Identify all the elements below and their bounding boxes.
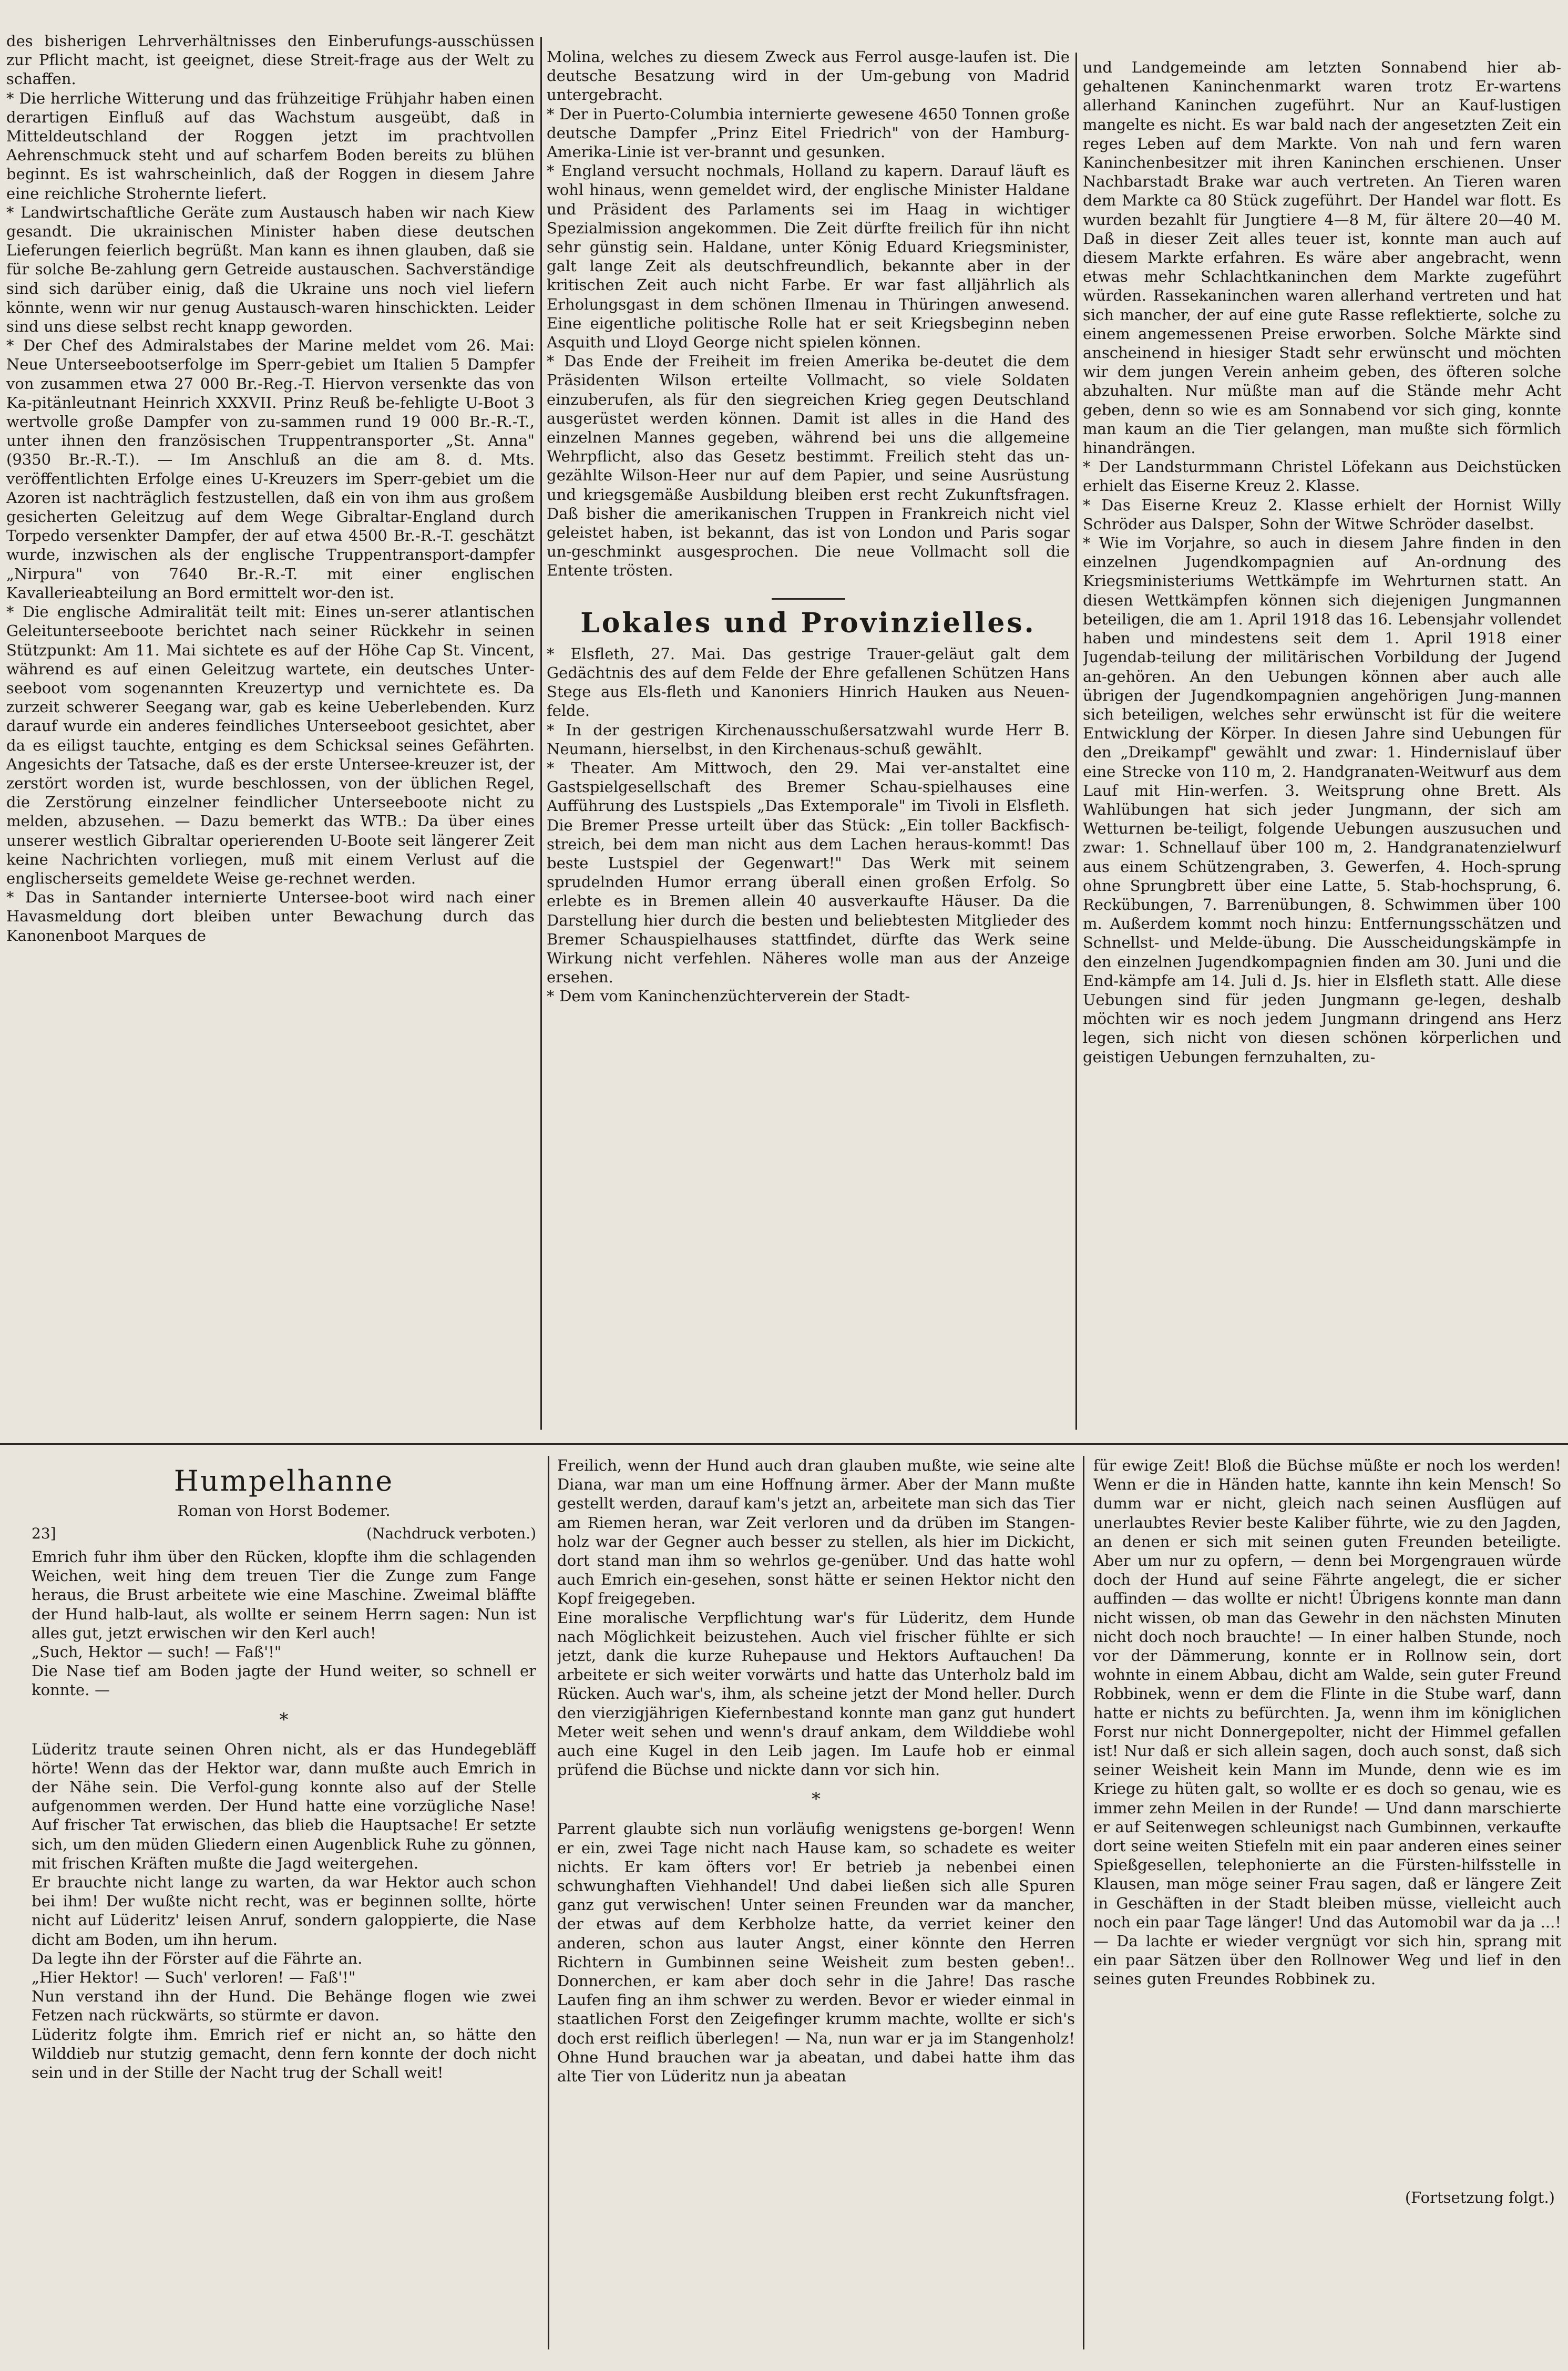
novel-paragraph: Eine moralische Verpflichtung war's für Lüderitz, dem Hunde nach Möglichkeit beizustehen. Auch viel frischer fühlte er sich jetzt, dank die kurze Ruhepause und Hektors Auftauchen! Da arbeitete er sich weiter vorwärts und hatte das Unterholz bald im Rücken. Auch war's, ihm, als scheine jetzt der Mond heller. Durch den vierzigjährigen Kiefernbestand konnte man ganz gut hundert Meter weit sehen und wenn's drauf ankam, dem Wilddiebe wohl auch eine Kugel in den Leib jagen. Im Laufe hob er einmal prüfend die Büchse und nickte dann vor sich hin.: [557, 1608, 1075, 1779]
column-divider: [540, 37, 542, 1430]
feuilleton-divider: [0, 1443, 1568, 1445]
news-paragraph: * Die herrliche Witterung und das frühzeitige Frühjahr haben einen derartigen Einfluß auf das Wachstum ausgeübt, daß in Mitteldeutschland der Roggen jetzt im prachtvollen Aehrenschmuck steht und auf scharfem Boden bereits zu blühen beginnt. Es ist wahrscheinlich, daß der Roggen in diesem Jahre eine reichliche Strohernte liefert.: [6, 89, 535, 202]
novel-paragraph: Freilich, wenn der Hund auch dran glauben mußte, wie seine alte Diana, war man um eine Hoffnung ärmer. Aber der Mann mußte gestellt werden, darauf kam's jetzt an, arbeitete man sich das Tier am Riemen heran, war Zeit verloren und da drüben im Stangen-holz war der Gegner auch besser zu stellen, als hier im Dickicht, dort stand man ihm so wehrlos ge-genüber. Und das hatte wohl auch Emrich ein-gesehen, sonst hätte er seinen Hektor nicht den Kopf freigegeben.: [557, 1456, 1075, 1608]
novel-paragraph: Nun verstand ihn der Hund. Die Behänge flogen wie zwei Fetzen nach rückwärts, so stürmte er davon.: [32, 1987, 536, 2025]
news-column-2: [547, 47, 1070, 1435]
novel-paragraph: „Such, Hektor — such! — Faß'!": [32, 1643, 282, 1661]
news-paragraph: * Elsfleth, 27. Mai. Das gestrige Trauer-geläut galt dem Gedächtnis des auf dem Felde der Ehre gefallenen Schützen Hans Stege aus Els-fleth und Kanoniers Hinrich Hauken aus Neuen-felde.: [547, 644, 1070, 720]
novel-paragraph: „Hier Hektor! — Such' verloren! — Faß'!": [32, 1968, 356, 1987]
novel-column-2: [557, 1456, 1075, 2349]
news-column-1: [6, 32, 535, 1430]
reprint-notice: (Nachdruck verboten.): [366, 1525, 536, 1542]
section-separator: [772, 598, 845, 600]
novel-column-1: [32, 1456, 536, 2349]
news-paragraph: * Landwirtschaftliche Geräte zum Austausch haben wir nach Kiew gesandt. Die ukrainischen Minister haben diese deutschen Lieferungen feierlich begrüßt. Man kann es ihnen glauben, daß sie für solche Be-zahlung gern Getreide austauschen. Sachverständige sind sich darüber einig, daß die Ukraine uns noch viel liefern könnte, wenn wir nur genug Austausch-waren hinschickten. Leider sind uns diese selbst recht knapp geworden.: [6, 203, 535, 336]
continuation-note: (Fortsetzung folgt.): [1405, 2188, 1555, 2206]
star-separator: *: [812, 1789, 821, 1810]
news-paragraph: * Der in Puerto-Columbia internierte gewesene 4650 Tonnen große deutsche Dampfer „Prinz Eitel Friedrich" von der Hamburg-Amerika-Linie ist ver-brannt und gesunken.: [547, 105, 1070, 161]
news-paragraph: des bisherigen Lehrverhältnisses den Einberufungs-ausschüssen zur Pflicht macht, ist geeignet, diese Streit-frage aus der Welt zu schaffen.: [6, 32, 535, 88]
column-divider: [1083, 1456, 1084, 2349]
news-paragraph: * Der Chef des Admiralstabes der Marine meldet vom 26. Mai: Neue Unterseebootserfolge im Sperr-gebiet um Italien 5 Dampfer von zusammen etwa 27 000 Br.-Reg.-T. Hiervon versenkte das von Ka-pitänleutnant Heinrich XXXVII. Prinz Reuß be-fehligte U-Boot 3 wertvolle große Dampfer von zu-sammen rund 19 000 Br.-R.-T., unter ihnen den französischen Truppentransporter „St. Anna" (9350 Br.-R.-T.). — Im Anschluß an die am 8. d. Mts. veröffentlichten Erfolge eines U-Kreuzers im Sperr-gebiet um die Azoren ist nachträglich festzustellen, daß ein von ihm aus großem gesicherten Geleitzug auf dem Wege Gibraltar-England durch Torpedo versenkter Dampfer, der auf etwa 4500 Br.-R.-T. geschätzt wurde, inzwischen als der englische Truppentransport-dampfer „Nirpura" von 7640 Br.-R.-T. mit einer englischen Kavallerieabteilung an Bord ermittelt wor-den ist.: [6, 336, 535, 602]
news-paragraph: * Das Ende der Freiheit im freien Amerika be-deutet die dem Präsidenten Wilson erteilte Vollmacht, so viele Soldaten einzuberufen, als für den siegreichen Krieg gegen Deutschland ausgerüstet werden können. Damit ist alles in die Hand des einzelnen Mannes gegeben, während bei uns die allgemeine Wehrpflicht, also das Gesetz bestimmt. Freilich steht das un-gezählte Wilson-Heer nur auf dem Papier, und seine Ausrüstung und kriegsgemäße Ausbildung bleiben erst recht Zukunftsfragen. Daß bisher die amerikanischen Truppen in Frankreich nicht viel geleistet haben, ist bekannt, das ist von London und Paris sogar un-geschminkt ausgesprochen. Die neue Vollmacht soll die Entente trösten.: [547, 352, 1070, 580]
news-paragraph: * England versucht nochmals, Holland zu kapern. Darauf läuft es wohl hinaus, wenn gemeldet wird, der englische Minister Haldane und Präsident des Parlaments sei im Haag in wichtiger Spezialmission angekommen. Die Zeit dürfte freilich für ihn nicht sehr günstig sein. Haldane, unter König Eduard Kriegsminister, galt lange Zeit als deutschfreundlich, bekannte aber in der kritischen Zeit auch nicht Farbe. Er war fast alljährlich als Erholungsgast in dem schönen Ilmenau in Thüringen anwesend. Eine eigentliche politische Rolle hat er seit Kriegsbeginn neben Asquith und Lloyd George nicht spielen können.: [547, 162, 1070, 352]
section-title: Lokales und Provinzielles.: [580, 607, 1036, 639]
news-paragraph: und Landgemeinde am letzten Sonnabend hier ab-gehaltenen Kaninchenmarkt waren trotz Er-wartens allerhand Kaninchen zugeführt. Nur an Kauf-lustigen mangelte es nicht. Es war bald nach der angesetzten Zeit ein reges Leben auf dem Markte. Von nah und fern waren Kaninchenbesitzer mit ihren Kaninchen erschienen. Unser Nachbarstadt Brake war auch vertreten. An Tieren waren dem Markte ca 80 Stück zugeführt. Der Handel war flott. Es wurden bezahlt für Jungtiere 4—8 M, für ältere 20—40 M. Daß in dieser Zeit alles teuer ist, konnte man auch auf diesem Markte erfahren. Es wäre aber angebracht, wenn etwas mehr Schlachtkaninchen dem Markte zugeführt würden. Rassekaninchen waren allerhand vertreten und hat sich mancher, der auf eine gute Rasse reflektierte, solche zu einem angemessenen Preise erworben. Solche Märkte sind anscheinend in hiesiger Stadt sehr erwünscht und möchten wir dem jungen Verein anheim geben, des öfteren solche abzuhalten. Nur müßte man auf die Stände mehr Acht geben, denn so wie es am Sonnabend vor sich ging, konnte man kaum an die Tier gelangen, man mußte sich förmlich hinandrängen.: [1083, 58, 1561, 457]
novel-part-number: 23]: [32, 1525, 56, 1542]
news-column-3: [1083, 58, 1561, 1435]
novel-meta: [32, 1525, 536, 1542]
column-divider: [548, 1456, 549, 2349]
novel-title: Humpelhanne: [173, 1464, 394, 1497]
novel-paragraph: Parrent glaubte sich nun vorläufig wenigstens ge-borgen! Wenn er ein, zwei Tage nicht nach Hause kam, so schadete es weiter nichts. Er kam öfters vor! Er betrieb ja nebenbei einen schwunghaften Viehhandel! Und dabei ließen sich alle Spuren ganz gut verwischen! Unter seinen Freunden war da mancher, der etwas auf dem Kerbholze hatte, da verriet keiner den anderen, schon aus lauter Angst, einer könnte den Herren Richtern in Gumbinnen seine Weisheit zum besten geben!.. Donnerchen, er kam aber doch sehr in die Jahre! Das rasche Laufen fing an ihm schwer zu werden. Bevor er wieder einmal in staatlichen Forst den Zeigefinger krumm machte, wollte er sich's doch erst reiflich überlegen! — Na, nun war er ja im Stangenholz! Ohne Hund brauchen war ja abeatan, und dabei hatte ihm das alte Tier von Lüderitz nun ja abeatan: [557, 1820, 1075, 2086]
novel-author: Roman von Horst Bodemer.: [177, 1502, 391, 1520]
novel-paragraph: Die Nase tief am Boden jagte der Hund weiter, so schnell er konnte. —: [32, 1662, 536, 1699]
news-paragraph: * In der gestrigen Kirchenausschußersatzwahl wurde Herr B. Neumann, hierselbst, in den Kirchenaus-schuß gewählt.: [547, 721, 1070, 758]
news-paragraph: * Theater. Am Mittwoch, den 29. Mai ver-anstaltet eine Gastspielgesellschaft des Bremer Schau-spielhauses eine Aufführung des Lustspiels „Das Extemporale" im Tivoli in Elsfleth. Die Bremer Presse urteilt über das Stück: „Ein toller Backfisch-streich, bei dem man nicht aus dem Lachen heraus-kommt! Das beste Lustspiel der Gegenwart!" Das Werk mit seinem sprudelnden Humor errang überall einen großen Erfolg. So erlebte es in Bremen allein 40 ausverkaufte Häuser. Da die Darstellung hier durch die besten und beliebtesten Mitglieder des Bremer Schauspielhauses stattfindet, dürfte das Werk seine Wirkung nicht verfehlen. Näheres wolle man aus der Anzeige ersehen.: [547, 758, 1070, 987]
news-paragraph: * Wie im Vorjahre, so auch in diesem Jahre finden in den einzelnen Jugendkompagnien auf An-ordnung des Kriegsministeriums Wettkämpfe im Wehrturnen statt. An diesen Wettkämpfen können sich diejenigen Jungmannen beteiligen, die am 1. April 1918 das 16. Lebensjahr vollendet haben und mindestens seit dem 1. April 1918 einer Jugendab-teilung der militärischen Vorbildung der Jugend an-gehören. An den Uebungen können aber auch alle übrigen der Jugendkompagnien angehörigen Jung-mannen sich beteiligen, welches sehr erwünscht ist für die weitere Entwicklung der Körper. In diesen Jahre sind Uebungen für den „Dreikampf" gewählt und zwar: 1. Hindernislauf über eine Strecke von 110 m, 2. Handgranaten-Weitwurf aus dem Lauf mit Hin-werfen. 3. Weitsprung ohne Brett. Als Wahlübungen hat sich jeder Jungmann, der sich am Wetturnen be-teiligt, folgende Uebungen auszusuchen und zwar: 1. Schnellauf über 100 m, 2. Handgranatenzielwurf aus einem Schützengraben, 3. Gewerfen, 4. Hoch-sprung ohne Sprungbrett über eine Latte, 5. Stab-hochsprung, 6. Reckübungen, 7. Barrenübungen, 8. Schwimmen über 100 m. Außerdem kommt noch hinzu: Entfernungsschätzen und Schnellst- und Melde-übung. Die Ausscheidungskämpfe in den einzelnen Jugendkompagnien finden am 30. Juni und die End-kämpfe am 14. Juli d. Js. hier in Elsfleth statt. Alle diese Uebungen sind für jeden Jungmann ge-legen, deshalb möchten wir es noch jedem Jungmann dringend ans Herz legen, sich nicht von diesen schönen körperlichen und geistigen Uebungen fernzuhalten, zu-: [1083, 534, 1561, 1066]
novel-column-3: [1093, 1456, 1561, 2349]
news-paragraph: * Das Eiserne Kreuz 2. Klasse erhielt der Hornist Willy Schröder aus Dalsper, Sohn der Witwe Schröder daselbst.: [1083, 496, 1561, 533]
news-paragraph: Molina, welches zu diesem Zweck aus Ferrol ausge-laufen ist. Die deutsche Besatzung wird in der Um-gebung von Madrid untergebracht.: [547, 48, 1070, 104]
novel-paragraph: Er brauchte nicht lange zu warten, da war Hektor auch schon bei ihm! Der wußte nicht recht, was er beginnen sollte, hörte nicht auf Lüderitz' leisen Anruf, sondern galoppierte, die Nase dicht am Boden, um ihn herum.: [32, 1873, 536, 1948]
novel-paragraph: Emrich fuhr ihm über den Rücken, klopfte ihm die schlagenden Weichen, weit hing dem treuen Tier die Zunge zum Fange heraus, die Brust arbeitete wie eine Maschine. Zweimal bläffte der Hund halb-laut, als wollte er seinem Herrn sagen: Nun ist alles gut, jetzt erwischen wir den Kerl auch!: [32, 1548, 536, 1642]
news-paragraph: * Der Landsturmmann Christel Löfekann aus Deichstücken erhielt das Eiserne Kreuz 2. Klasse.: [1083, 458, 1561, 495]
news-paragraph: * Dem vom Kaninchenzüchterverein der Stadt-: [547, 987, 910, 1005]
news-paragraph: * Das in Santander internierte Untersee-boot wird nach einer Havasmeldung dort bleiben unter Bewachung durch das Kanonenboot Marques de: [6, 888, 535, 945]
star-separator: *: [279, 1709, 289, 1730]
novel-paragraph: Da legte ihn der Förster auf die Fährte an.: [32, 1949, 363, 1967]
novel-paragraph: Lüderitz folgte ihm. Emrich rief er nicht an, so hätte den Wilddieb nur stutzig gemacht, denn fern konnte der doch nicht sein und in der Stille der Nacht trug der Schall weit!: [32, 2025, 536, 2082]
news-paragraph: * Die englische Admiralität teilt mit: Eines un-serer atlantischen Geleitunterseeboote berichtet nach seiner Rückkehr in seinen Stützpunkt: Am 11. Mai sichtete es auf der Höhe Cap St. Vincent, während es auf einen Geleitzug wartete, ein deutsches Unter-seeboot vom sogenannten Kreuzertyp und vernichtete es. Da zurzeit schwerer Seegang war, gab es keine Ueberlebenden. Kurz darauf wurde ein anderes feindliches Unterseeboot gesichtet, aber da es eiligst tauchte, entging es dem Schicksal seines Gefährten. Angesichts der Tatsache, daß es der erste Untersee-kreuzer ist, der zerstört worden ist, wurde beschlossen, von der üblichen Regel, die Zerstörung einzelner feindlicher Unterseeboote nicht zu melden, abzusehen. — Dazu bemerkt das WTB.: Da über eines unserer westlich Gibraltar operierenden U-Boote seit längerer Zeit keine Nachrichten vorliegen, muß mit einem Verlust auf die englischerseits gemeldete Weise ge-rechnet werden.: [6, 603, 535, 887]
column-divider: [1075, 53, 1077, 1430]
novel-paragraph: für ewige Zeit! Bloß die Büchse müßte er noch los werden! Wenn er die in Händen hatte, kannte ihn kein Mensch! So dumm war er nicht, gleich nach seinen Ausflügen auf unerlaubtes Revier beste Kaliber führte, wie zu den Jagden, an denen er sich mit seinen guten Freunden beteiligte. Aber um nur zu opfern, — denn bei Morgengrauen würde doch der Hund auf seine Fährte angelegt, die er sicher auffinden — das wollte er nicht! Übrigens konnte man dann nicht wissen, ob man das Gewehr in den nächsten Minuten nicht doch noch brauchte! — In einer halben Stunde, noch vor der Dämmerung, konnte er in Rollnow sein, dort wohnte in einem Abbau, dicht am Walde, sein guter Freund Robbinek, wenn er dem die Flinte in die Stube warf, dann hatte er nichts zu befürchten. Ja, wenn ihm im königlichen Forst nur nicht Donnergepolter, nicht der Himmel gefallen ist! Nur daß er sich allein sagen, doch auch sonst, daß sich seiner Weisheit kein Mann im Munde, denn wie es im Kriege zu hüten galt, so wollte er es doch so genau, wie es immer zehn Meilen in der Runde! — Und dann marschierte er auf Seitenwegen schleunigst nach Gumbinnen, verkaufte dort seine weiten Stiefeln mit ein paar anderen eines seiner Spießgesellen, telephonierte an die Fürsten-hilfsstelle in Klausen, man möge seiner Frau sagen, daß er längere Zeit in Geschäften in der Stadt bleiben müsse, vielleicht auch noch ein paar Tage länger! Und das Automobil war da ja ...! — Da lachte er wieder vergnügt vor sich hin, sprang mit ein paar Sätzen über den Rollnower Weg und lief in den seines guten Freundes Robbinek zu.: [1093, 1456, 1561, 1988]
novel-paragraph: Lüderitz traute seinen Ohren nicht, als er das Hundegebläff hörte! Wenn das der Hektor war, dann mußte auch Emrich in der Nähe sein. Die Verfol-gung konnte also auf der Stelle aufgenommen werden. Der Hund hatte eine vorzügliche Nase! Auf frischer Tat erwischen, das blieb die Hauptsache! Er setzte sich, um den müden Gliedern einen Augenblick Ruhe zu gönnen, mit frischen Kräften mußte die Jagd weitergehen.: [32, 1740, 536, 1872]
